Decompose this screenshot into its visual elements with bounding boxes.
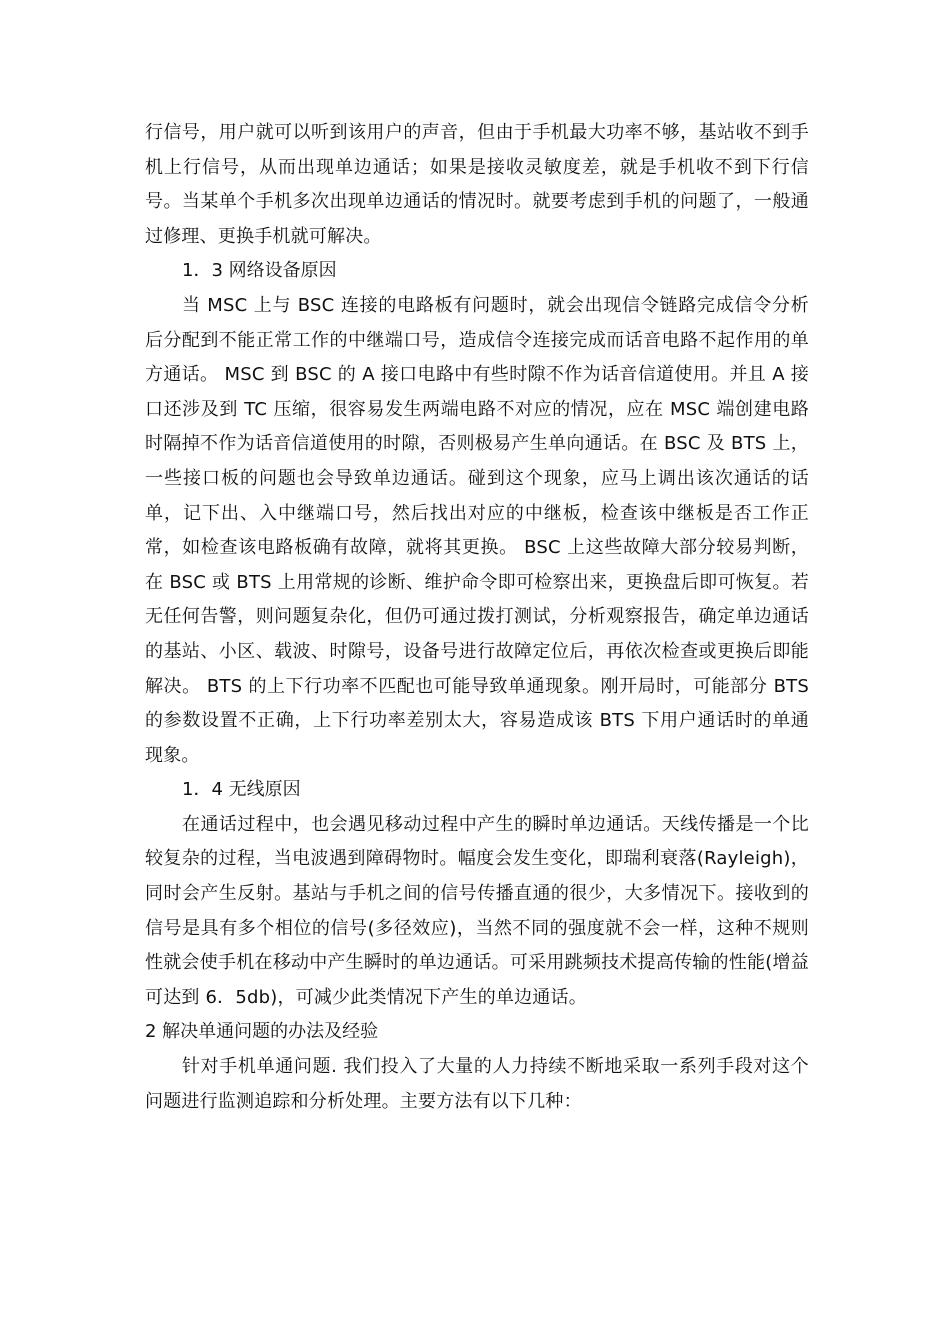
document-page	[145, 116, 809, 1119]
paragraph-solutions-intro: 针对手机单通问题. 我们投入了大量的人力持续不断地采取一系列手段对这个问题进行监测追踪和分析处理。主要方法有以下几种：	[145, 1056, 809, 1112]
paragraph-handset-power: 行信号，用户就可以听到该用户的声音，但由于手机最大功率不够，基站收不到手机上行信号，从而出现单边通话；如果是接收灵敏度差，就是手机收不到下行信号。当某单个手机多次出现单边通话的情况时。就要考虑到手机的问题了，一般通过修理、更换手机就可解决。	[145, 122, 809, 247]
section-heading-1-3: 1．3 网络设备原因	[182, 260, 337, 282]
section-heading-1-4: 1．4 无线原因	[182, 779, 301, 801]
paragraph-wireless-causes: 在通话过程中，也会遇见移动过程中产生的瞬时单边通话。天线传播是一个比较复杂的过程，当电波遇到障碍物时。幅度会发生变化，即瑞利衰落(Rayleigh)，同时会产生反射。基站与手机之间的信号传播直通的很少，大多情况下。接收到的信号是具有多个相位的信号(多径效应)，当然不同的强度就不会一样，这种不规则性就会使手机在移动中产生瞬时的单边通话。可采用跳频技术提高传输的性能(增益可达到 6．5db)，可减少此类情况下产生的单边通话。	[145, 813, 809, 1008]
section-heading-2: 2 解决单通问题的办法及经验	[145, 1021, 379, 1043]
paragraph-network-equipment: 当 MSC 上与 BSC 连接的电路板有问题时，就会出现信令链路完成信令分析后分配到不能正常工作的中继端口号，造成信令连接完成而话音电路不起作用的单方通话。 MSC 到 BSC 的 A 接口电路中有些时隙不作为话音信道使用。并且 A 接口还涉及到 TC 压缩，很容易发生两端电路不对应的情况，应在 MSC 端创建电路时隔掉不作为话音信道使用的时隙，否则极易产生单向通话。在 BSC 及 BTS 上，一些接口板的问题也会导致单边通话。碰到这个现象，应马上调出该次通话的话单，记下出、入中继端口号，然后找出对应的中继板，检查该中继板是否工作正常，如检查该电路板确有故障，就将其更换。 BSC 上这些故障大部分较易判断，在 BSC 或 BTS 上用常规的诊断、维护命令即可检察出来，更换盘后即可恢复。若无任何告警，则问题复杂化，但仍可通过拨打测试，分析观察报告，确定单边通话的基站、小区、载波、时隙号，设备号进行故障定位后，再依次检查或更换后即能解决。 BTS 的上下行功率不匹配也可能导致单通现象。刚开局时，可能部分 BTS 的参数设置不正确，上下行功率差别太大，容易造成该 BTS 下用户通话时的单通现象。	[145, 294, 809, 766]
